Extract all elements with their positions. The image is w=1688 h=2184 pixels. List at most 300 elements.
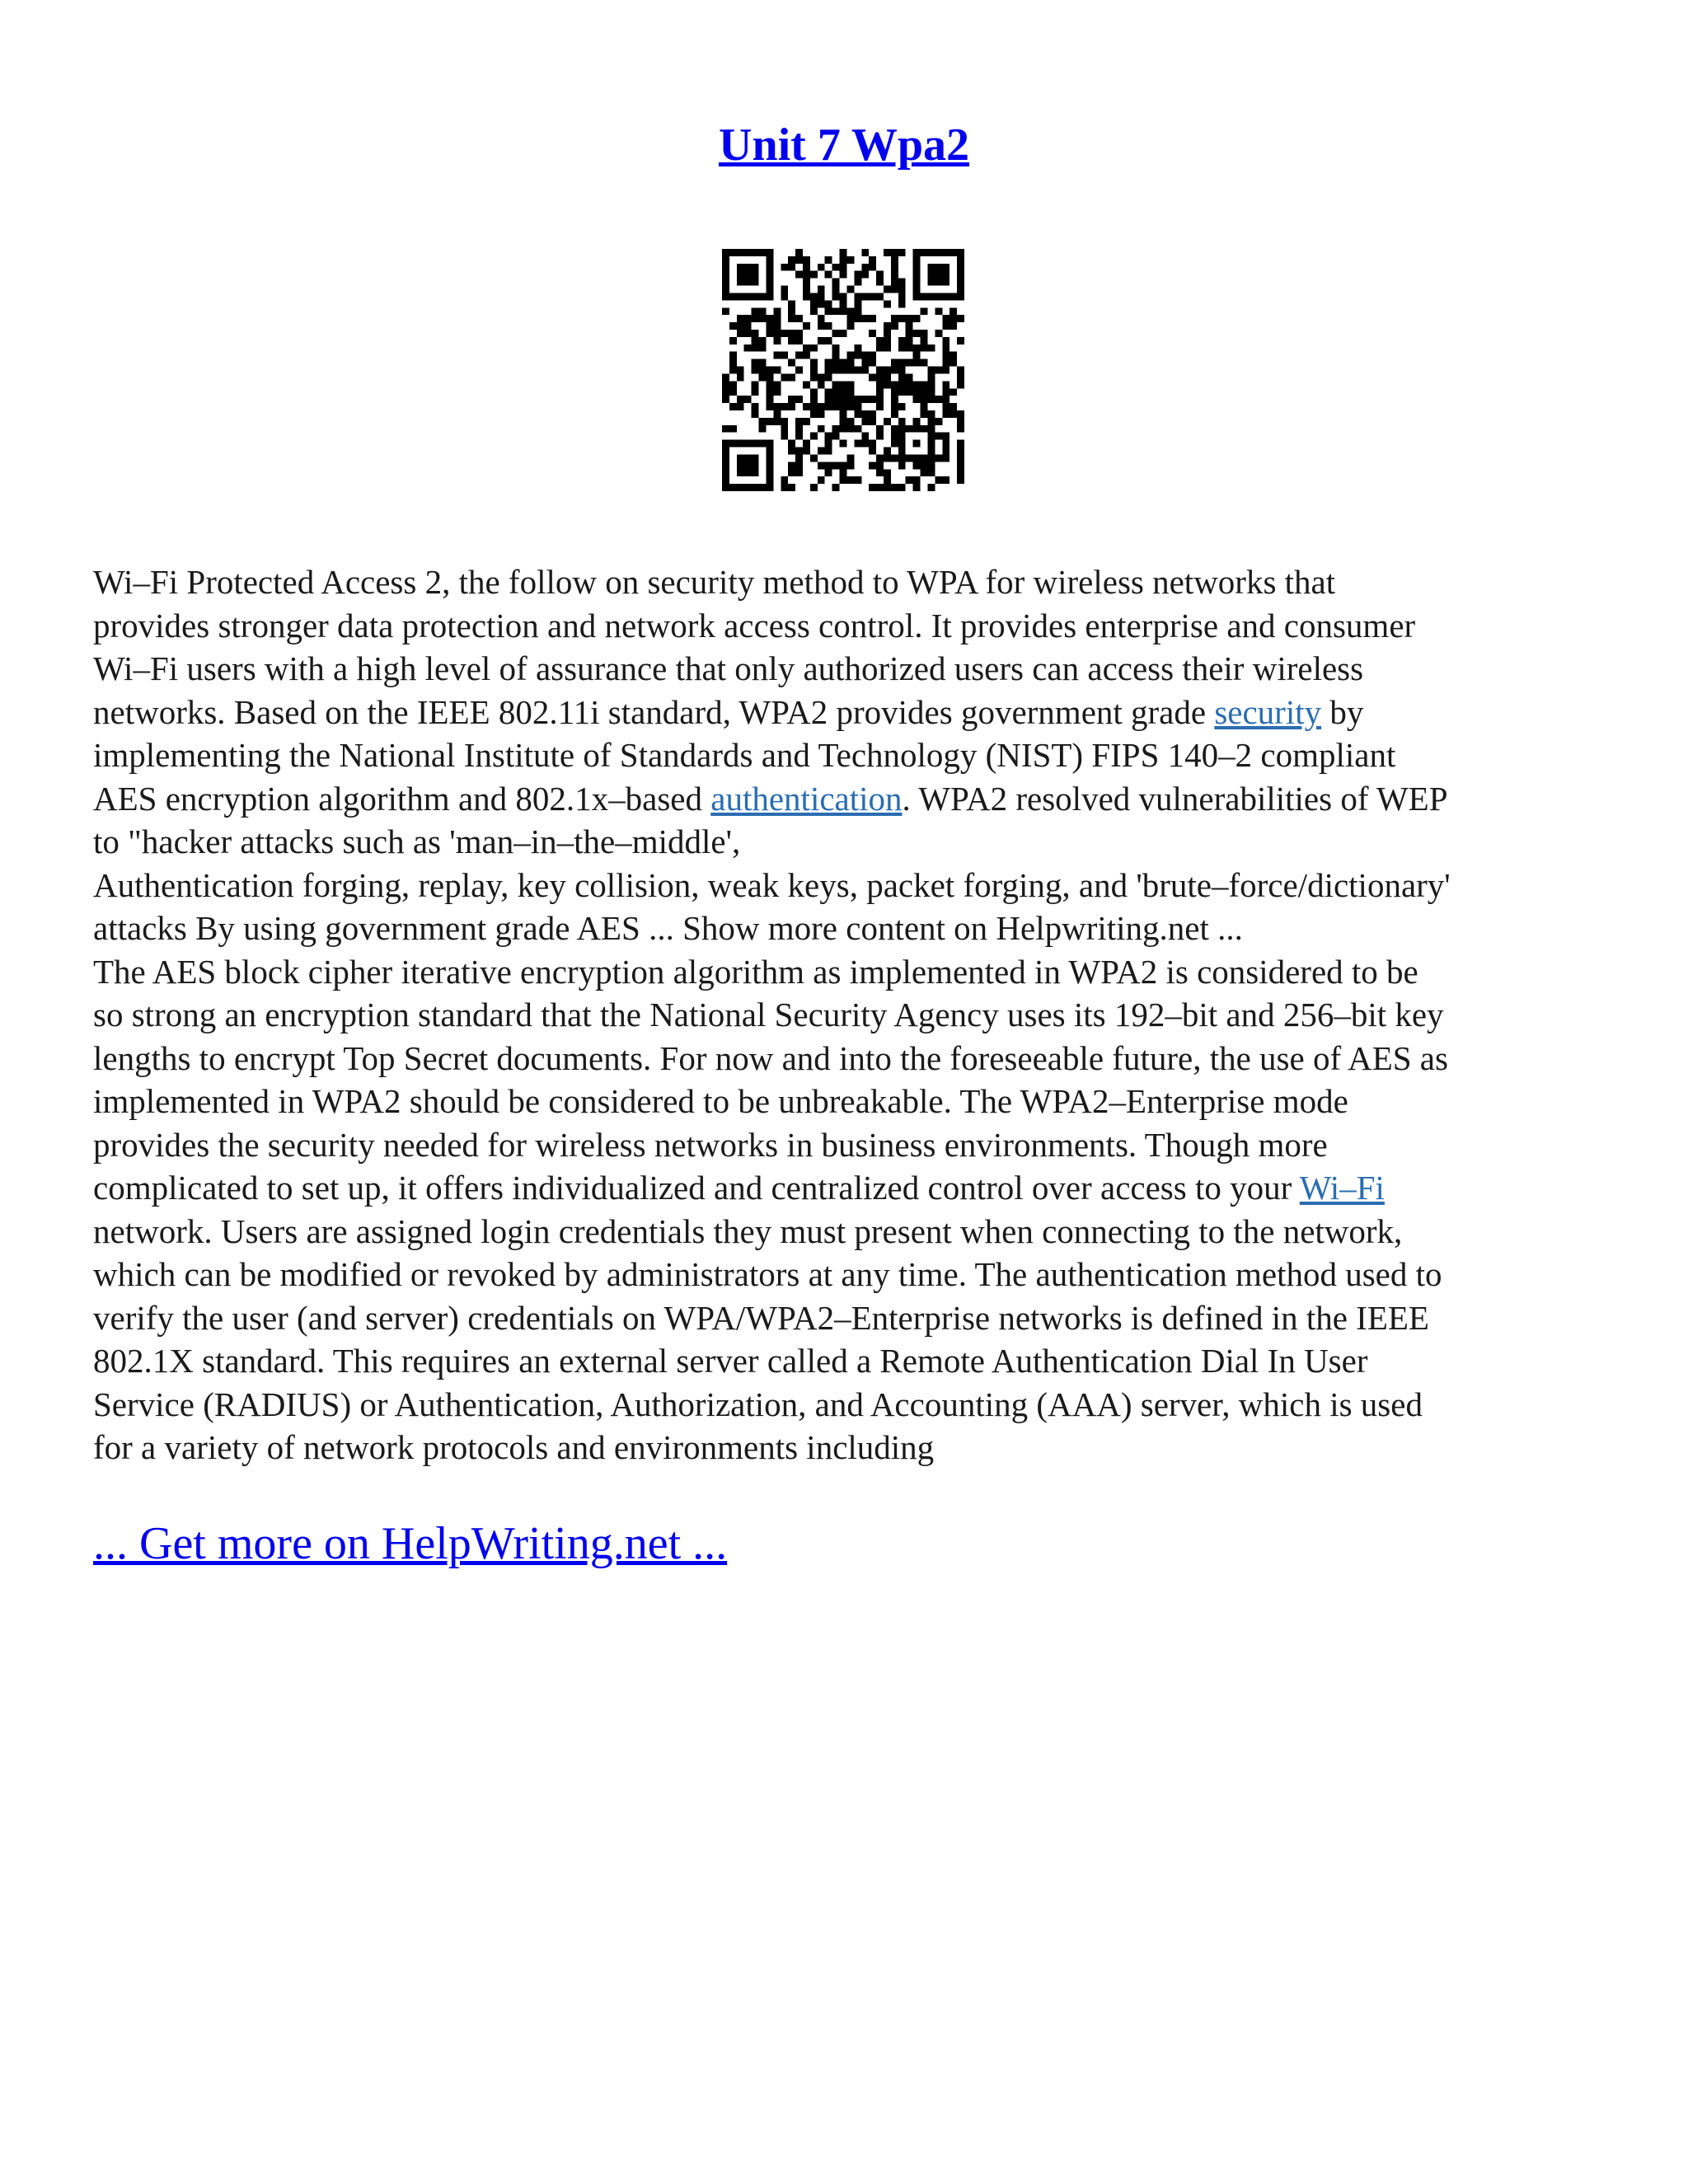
qr-module xyxy=(935,367,942,374)
qr-module xyxy=(766,476,773,484)
qr-module xyxy=(795,425,803,433)
qr-module xyxy=(803,448,810,455)
qr-module xyxy=(957,476,964,484)
qr-module xyxy=(950,249,957,256)
qr-module xyxy=(810,293,818,300)
qr-module xyxy=(752,484,759,491)
inline-link[interactable]: authentication xyxy=(710,779,903,818)
qr-module xyxy=(950,403,957,410)
qr-module xyxy=(921,249,928,256)
qr-module xyxy=(825,271,832,279)
qr-module xyxy=(752,359,759,367)
qr-module xyxy=(825,307,832,315)
qr-module xyxy=(861,367,869,374)
text-run: Wi–Fi users with a high level of assurance that only authorized users can access their wireless xyxy=(93,649,1364,687)
qr-module xyxy=(729,337,737,344)
qr-module xyxy=(869,373,876,381)
qr-module xyxy=(927,344,935,352)
qr-module xyxy=(810,307,818,315)
qr-module xyxy=(766,330,773,337)
qr-module xyxy=(846,418,854,425)
qr-module xyxy=(898,293,906,300)
qr-module xyxy=(891,454,898,462)
qr-module xyxy=(722,425,729,433)
qr-module xyxy=(935,264,942,271)
qr-module xyxy=(942,337,950,344)
qr-module xyxy=(927,271,935,279)
qr-module xyxy=(891,256,898,264)
qr-module xyxy=(737,249,744,256)
qr-module xyxy=(942,352,950,359)
qr-module xyxy=(832,307,840,315)
text-run: by xyxy=(1321,692,1364,731)
qr-module xyxy=(898,403,906,410)
text-line xyxy=(93,607,1415,644)
qr-module xyxy=(861,359,869,367)
qr-module xyxy=(942,476,950,484)
qr-module xyxy=(957,448,964,455)
qr-module xyxy=(957,462,964,469)
qr-module xyxy=(803,256,810,264)
qr-module xyxy=(927,462,935,469)
qr-module xyxy=(773,367,781,374)
qr-module xyxy=(840,264,847,271)
qr-module xyxy=(846,388,854,396)
qr-module xyxy=(927,425,935,433)
qr-module xyxy=(869,484,876,491)
qr-module xyxy=(744,344,752,352)
article-body xyxy=(93,560,1601,1469)
qr-module xyxy=(788,330,795,337)
qr-module xyxy=(884,454,891,462)
qr-module xyxy=(759,337,767,344)
qr-module xyxy=(840,410,847,418)
qr-module xyxy=(957,367,964,374)
qr-module xyxy=(832,359,840,367)
qr-module xyxy=(876,337,884,344)
qr-module xyxy=(773,410,781,418)
qr-module xyxy=(766,315,773,322)
text-line xyxy=(93,649,1363,687)
qr-module xyxy=(840,293,847,300)
qr-module xyxy=(803,352,810,359)
qr-module xyxy=(729,388,737,396)
qr-module xyxy=(832,462,840,469)
paragraph xyxy=(93,950,1601,1469)
qr-module xyxy=(846,315,854,322)
qr-module xyxy=(876,433,884,440)
qr-module xyxy=(913,440,921,448)
qr-module xyxy=(840,367,847,374)
qr-module xyxy=(840,388,847,396)
qr-module xyxy=(869,293,876,300)
qr-module xyxy=(759,373,767,381)
text-line xyxy=(93,866,1451,904)
qr-module xyxy=(795,256,803,264)
qr-module xyxy=(818,403,825,410)
text-run: so strong an encryption standard that the National Security Agency uses its 192–bit and 256–bit key xyxy=(93,996,1444,1033)
qr-module xyxy=(825,359,832,367)
qr-module xyxy=(957,256,964,264)
qr-module xyxy=(737,315,744,322)
qr-module xyxy=(832,279,840,286)
text-run: implemented in WPA2 should be considered to be unbreakable. The WPA2–Enterprise mode xyxy=(93,1082,1348,1120)
qr-module xyxy=(759,293,767,300)
qr-module xyxy=(884,330,891,337)
qr-module xyxy=(921,381,928,388)
qr-module xyxy=(876,381,884,388)
qr-module xyxy=(846,403,854,410)
qr-module xyxy=(935,454,942,462)
qr-module xyxy=(957,410,964,418)
qr-module xyxy=(773,330,781,337)
qr-module xyxy=(773,337,781,344)
qr-module xyxy=(788,462,795,469)
qr-module xyxy=(781,352,788,359)
qr-module xyxy=(898,381,906,388)
qr-module xyxy=(854,279,861,286)
qr-module xyxy=(891,279,898,286)
qr-module xyxy=(840,418,847,425)
qr-module xyxy=(766,462,773,469)
qr-module xyxy=(766,293,773,300)
qr-module xyxy=(781,476,788,484)
qr-module xyxy=(803,381,810,388)
qr-module xyxy=(825,322,832,330)
text-run: for a variety of network protocols and environments including xyxy=(93,1428,935,1466)
qr-module xyxy=(788,484,795,491)
qr-module xyxy=(744,396,752,403)
qr-module xyxy=(832,286,840,293)
qr-module xyxy=(737,484,744,491)
text-run: network. Users are assigned login credentials they must present when connecting to the network, xyxy=(93,1212,1403,1250)
qr-module xyxy=(921,425,928,433)
qr-module xyxy=(795,249,803,256)
qr-module xyxy=(861,249,869,256)
get-more-link[interactable]: ... Get more on HelpWriting.net ... xyxy=(93,1518,728,1569)
qr-module xyxy=(773,315,781,322)
qr-module xyxy=(781,433,788,440)
text-run: implementing the National Institute of Standards and Technology (NIST) FIPS 140–2 compliant xyxy=(93,736,1396,774)
text-line xyxy=(93,1212,1402,1250)
text-run: The AES block cipher iterative encryption algorithm as implemented in WPA2 is considered to be xyxy=(93,952,1418,991)
qr-module xyxy=(927,418,935,425)
qr-module xyxy=(810,344,818,352)
qr-module xyxy=(869,256,876,264)
qr-module xyxy=(795,271,803,279)
qr-module xyxy=(803,440,810,448)
qr-module xyxy=(766,367,773,374)
qr-module xyxy=(876,271,884,279)
qr-module xyxy=(869,448,876,455)
qr-module xyxy=(737,271,744,279)
qr-module xyxy=(884,469,891,476)
qr-module xyxy=(795,367,803,374)
qr-module xyxy=(935,307,942,315)
qr-module xyxy=(722,448,729,455)
qr-module xyxy=(927,293,935,300)
qr-module xyxy=(737,469,744,476)
qr-module xyxy=(825,373,832,381)
text-line xyxy=(93,1039,1448,1077)
qr-module xyxy=(788,307,795,315)
qr-module xyxy=(795,448,803,455)
qr-module xyxy=(818,264,825,271)
qr-module xyxy=(854,300,861,307)
qr-module xyxy=(781,425,788,433)
qr-module xyxy=(818,448,825,455)
qr-module xyxy=(752,469,759,476)
qr-module xyxy=(759,315,767,322)
qr-module xyxy=(921,293,928,300)
qr-module xyxy=(935,249,942,256)
qr-module xyxy=(942,454,950,462)
qr-module xyxy=(803,293,810,300)
qr-module xyxy=(846,307,854,315)
qr-module xyxy=(818,315,825,322)
text-line xyxy=(93,996,1444,1033)
paragraph xyxy=(93,560,1601,864)
qr-module xyxy=(891,410,898,418)
qr-module xyxy=(840,440,847,448)
qr-module xyxy=(921,388,928,396)
qr-module xyxy=(759,344,767,352)
qr-module xyxy=(832,367,840,374)
qr-module xyxy=(876,293,884,300)
qr-module xyxy=(861,352,869,359)
qr-module xyxy=(788,373,795,381)
qr-module xyxy=(913,279,921,286)
qr-module xyxy=(795,462,803,469)
qr-module xyxy=(729,403,737,410)
text-line xyxy=(93,909,1243,947)
qr-module xyxy=(846,381,854,388)
qr-module xyxy=(722,279,729,286)
qr-module xyxy=(898,373,906,381)
qr-module xyxy=(781,418,788,425)
qr-module xyxy=(861,396,869,403)
qr-module xyxy=(942,410,950,418)
qr-module xyxy=(884,484,891,491)
qr-module xyxy=(846,396,854,403)
qr-module xyxy=(957,418,964,425)
qr-module xyxy=(846,454,854,462)
qr-module xyxy=(921,344,928,352)
page-title xyxy=(0,114,1688,176)
inline-link[interactable]: security xyxy=(1214,692,1322,731)
qr-module xyxy=(752,307,759,315)
qr-module xyxy=(942,403,950,410)
qr-module xyxy=(788,264,795,271)
qr-module xyxy=(810,359,818,367)
qr-module xyxy=(788,300,795,307)
qr-module xyxy=(957,293,964,300)
qr-module xyxy=(906,315,913,322)
qr-module xyxy=(906,476,913,484)
qr-module xyxy=(891,388,898,396)
qr-module xyxy=(921,359,928,367)
qr-module xyxy=(810,484,818,491)
qr-module xyxy=(869,418,876,425)
qr-module xyxy=(832,264,840,271)
qr-module xyxy=(935,293,942,300)
qr-module xyxy=(803,344,810,352)
qr-module xyxy=(795,396,803,403)
qr-module xyxy=(876,425,884,433)
qr-module xyxy=(729,425,737,433)
qr-module xyxy=(898,433,906,440)
qr-module xyxy=(927,249,935,256)
qr-module xyxy=(950,359,957,367)
qr-module xyxy=(788,396,795,403)
qr-module xyxy=(752,344,759,352)
qr-module xyxy=(942,249,950,256)
qr-module xyxy=(942,344,950,352)
qr-module xyxy=(737,322,744,330)
qr-module xyxy=(825,403,832,410)
qr-module xyxy=(869,352,876,359)
qr-module xyxy=(781,484,788,491)
qr-module xyxy=(876,373,884,381)
qr-module xyxy=(942,315,950,322)
qr-module xyxy=(788,359,795,367)
qr-module xyxy=(818,337,825,344)
qr-module xyxy=(913,381,921,388)
qr-module xyxy=(810,300,818,307)
qr-module xyxy=(884,249,891,256)
text-line xyxy=(93,736,1395,774)
qr-module xyxy=(861,433,869,440)
qr-module xyxy=(942,433,950,440)
qr-module xyxy=(818,381,825,388)
qr-module xyxy=(876,279,884,286)
qr-module xyxy=(913,425,921,433)
qr-module xyxy=(766,373,773,381)
qr-module xyxy=(722,286,729,293)
qr-module xyxy=(795,337,803,344)
text-run: provides stronger data protection and network access control. It provides enterprise and consumer xyxy=(93,606,1416,644)
qr-module xyxy=(810,271,818,279)
qr-module xyxy=(898,300,906,307)
qr-module xyxy=(906,344,913,352)
qr-module xyxy=(752,403,759,410)
qr-module xyxy=(722,373,729,381)
qr-module xyxy=(927,381,935,388)
qr-module xyxy=(891,433,898,440)
qr-module xyxy=(729,367,737,374)
qr-module xyxy=(898,359,906,367)
qr-module xyxy=(759,367,767,374)
qr-module xyxy=(913,256,921,264)
qr-module xyxy=(729,352,737,359)
qr-module xyxy=(752,264,759,271)
qr-module xyxy=(773,381,781,388)
qr-module xyxy=(825,462,832,469)
qr-module xyxy=(810,367,818,374)
qr-module xyxy=(913,388,921,396)
text-line xyxy=(93,1299,1429,1337)
qr-module xyxy=(810,396,818,403)
qr-module xyxy=(846,462,854,469)
qr-module xyxy=(766,271,773,279)
qr-module xyxy=(759,307,767,315)
qr-module xyxy=(759,484,767,491)
qr-module xyxy=(744,279,752,286)
qr-module xyxy=(913,330,921,337)
qr-module xyxy=(781,373,788,381)
qr-module xyxy=(810,373,818,381)
qr-module xyxy=(818,300,825,307)
qr-module xyxy=(766,454,773,462)
qr-module xyxy=(795,469,803,476)
qr-module xyxy=(957,440,964,448)
qr-module xyxy=(803,322,810,330)
qr-module xyxy=(861,315,869,322)
qr-module xyxy=(927,388,935,396)
qr-module xyxy=(744,322,752,330)
text-line xyxy=(93,1428,934,1466)
qr-module xyxy=(825,440,832,448)
qr-code-icon xyxy=(722,249,964,491)
qr-module xyxy=(766,403,773,410)
text-run: Service (RADIUS) or Authentication, Authorization, and Accounting (AAA) server, which is used xyxy=(93,1385,1423,1423)
qr-module xyxy=(840,256,847,264)
qr-module xyxy=(921,454,928,462)
qr-module xyxy=(913,462,921,469)
qr-module xyxy=(869,410,876,418)
qr-module xyxy=(832,293,840,300)
qr-module xyxy=(884,322,891,330)
qr-module xyxy=(832,484,840,491)
qr-module xyxy=(957,469,964,476)
qr-module xyxy=(722,396,729,403)
inline-link[interactable]: Wi–Fi xyxy=(1299,1169,1385,1207)
qr-module xyxy=(825,388,832,396)
qr-module xyxy=(957,373,964,381)
qr-module xyxy=(935,279,942,286)
qr-module xyxy=(942,359,950,367)
qr-module xyxy=(729,359,737,367)
qr-module xyxy=(898,425,906,433)
more-link-container xyxy=(93,1515,727,1572)
qr-module xyxy=(722,388,729,396)
qr-module xyxy=(957,425,964,433)
qr-module xyxy=(876,484,884,491)
qr-module xyxy=(942,440,950,448)
qr-module xyxy=(891,286,898,293)
qr-module xyxy=(861,264,869,271)
qr-module xyxy=(818,373,825,381)
qr-module xyxy=(846,476,854,484)
qr-module xyxy=(825,469,832,476)
qr-module xyxy=(854,410,861,418)
qr-module xyxy=(898,344,906,352)
qr-module xyxy=(773,352,781,359)
qr-module xyxy=(957,315,964,322)
text-run: 802.1X standard. This requires an external server called a Remote Authentication Dial In User xyxy=(93,1342,1368,1380)
qr-module xyxy=(921,469,928,476)
qr-module xyxy=(869,330,876,337)
qr-module xyxy=(898,462,906,469)
qr-module xyxy=(846,425,854,433)
qr-module xyxy=(854,293,861,300)
qr-module xyxy=(752,249,759,256)
title-link[interactable]: Unit 7 Wpa2 xyxy=(719,120,969,171)
qr-module xyxy=(854,271,861,279)
qr-module xyxy=(846,286,854,293)
qr-module xyxy=(935,271,942,279)
qr-module xyxy=(840,396,847,403)
